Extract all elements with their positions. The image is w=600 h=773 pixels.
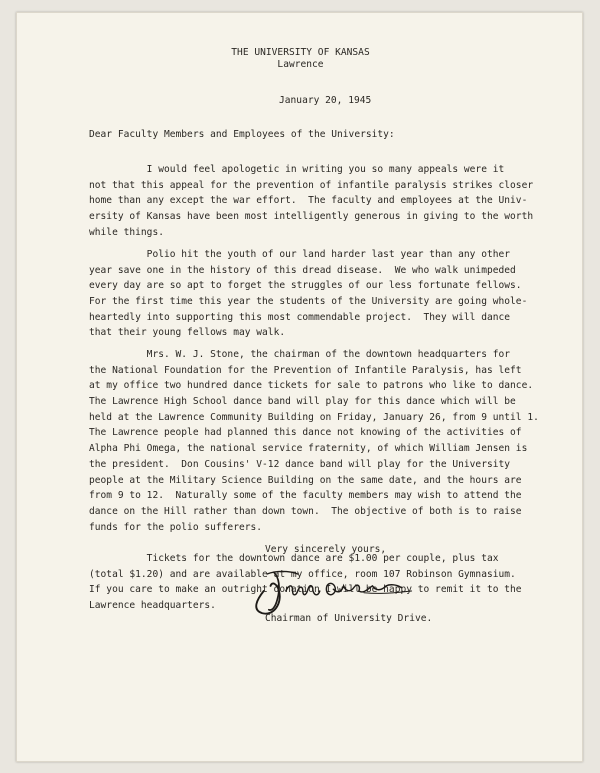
paragraph-line: at my office two hundred dance tickets for sale to patrons who like to dance. <box>89 380 534 392</box>
paragraph-line: If you care to make an outright donation I will be happy to remit it to the <box>89 584 522 596</box>
paragraph-line: home than any except the war effort. The faculty and employees at the Univ- <box>89 195 528 207</box>
signer-title: Chairman of University Drive. <box>265 613 433 624</box>
letterhead-city: Lawrence <box>277 59 324 70</box>
paragraph-line: people at the Military Science Building on the same date, and the hours are <box>89 474 522 486</box>
paragraph-line: ersity of Kansas have been most intelligently generous in giving to the worth <box>89 211 534 223</box>
letterhead-institution: THE UNIVERSITY OF KANSAS <box>231 47 370 58</box>
paragraph-line: Lawrence headquarters. <box>89 600 216 612</box>
paragraph-line: Alpha Phi Omega, the national service fraternity, of which William Jensen is <box>89 443 528 455</box>
paragraph-line: I would feel apologetic in writing you so many appeals were it <box>89 164 505 175</box>
letter-date: January 20, 1945 <box>279 95 372 106</box>
paragraph-3 <box>89 347 539 535</box>
paragraph-line: The Lawrence people had planned this dance not knowing of the activities of <box>89 427 522 439</box>
paragraph-line: from 9 to 12. Naturally some of the faculty members may wish to attend the <box>89 490 522 502</box>
paragraph-line: Polio hit the youth of our land harder last year than any other <box>89 249 511 260</box>
salutation: Dear Faculty Members and Employees of the University: <box>89 129 395 140</box>
paragraph-line: (total $1.20) and are available at my office, room 107 Robinson Gymnasium. <box>89 568 516 580</box>
paragraph-line: while things. <box>89 226 164 238</box>
paragraph-1 <box>89 162 534 240</box>
paragraph-line: the president. Don Cousins' V-12 dance band will play for the University <box>89 458 511 470</box>
paragraph-line: every day are so apt to forget the struggles of our less fortunate fellows. <box>89 280 522 292</box>
letter-page <box>16 12 583 762</box>
paragraph-line: funds for the polio sufferers. <box>89 521 263 533</box>
paragraph-2 <box>89 247 528 341</box>
paragraph-line: dance on the Hill rather than down town. The objective of both is to raise <box>89 505 522 517</box>
paragraph-line: Mrs. W. J. Stone, the chairman of the downtown headquarters for <box>89 349 511 360</box>
closing: Very sincerely yours, <box>265 544 387 555</box>
paragraph-line: heartedly into supporting this most commendable project. They will dance <box>89 311 511 323</box>
paragraph-line: not that this appeal for the prevention of infantile paralysis strikes closer <box>89 179 534 191</box>
paragraph-line: the National Foundation for the Prevention of Infantile Paralysis, has left <box>89 364 522 376</box>
paragraph-line: year save one in the history of this dread disease. We who walk unimpeded <box>89 264 516 276</box>
paragraph-line: Tickets for the downtown dance are $1.00 per couple, plus tax <box>89 553 499 564</box>
paragraph-line: held at the Lawrence Community Building on Friday, January 26, from 9 until 1. <box>89 411 539 423</box>
paragraph-line: The Lawrence High School dance band will play for this dance which will be <box>89 396 516 408</box>
paragraph-line: For the first time this year the students of the University are going whole- <box>89 296 528 308</box>
paragraph-line: that their young fellows may walk. <box>89 327 286 339</box>
